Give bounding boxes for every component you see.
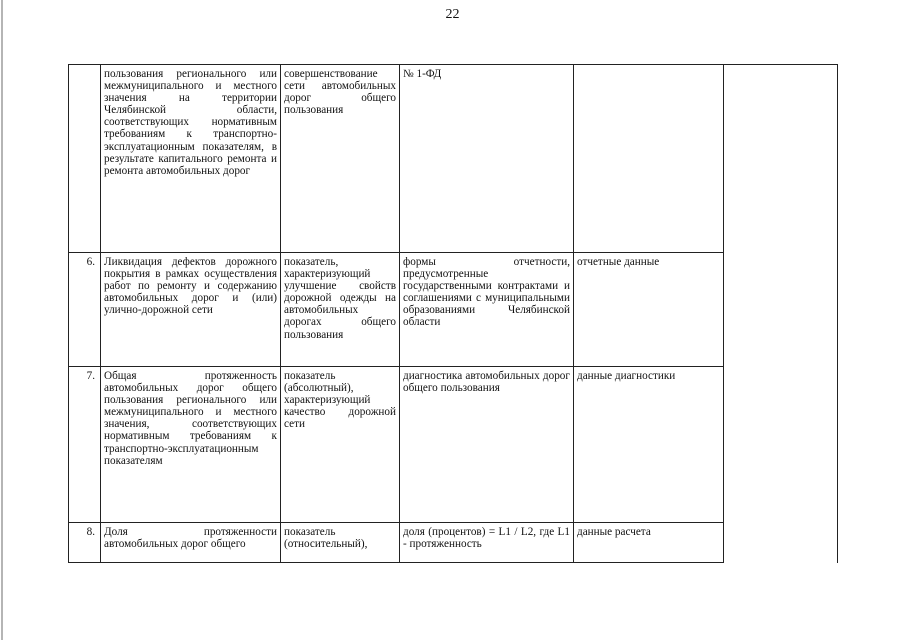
table-row [69,253,838,367]
data-source [574,65,724,253]
data-source: данные диагностики [574,367,724,523]
empty-column [724,65,838,563]
indicators-table [68,64,838,563]
data-source: данные расчета [574,523,724,563]
indicator-description: показатель (относительный), [281,523,400,563]
indicator-name: Доля протяженности автомобильных дорог общего [101,523,281,563]
row-number: 8. [69,523,101,563]
calculation-method: доля (процентов) = L1 / L2, где L1 - протяженность [400,523,574,563]
page-number: 22 [445,7,460,22]
data-source: отчетные данные [574,253,724,367]
indicator-name: Общая протяженность автомобильных дорог общего пользования регионального или межмуниципального и местного значения, соответствующих нормативным требованиям к транспортно-эксплуатационным показателям [101,367,281,523]
calculation-method: диагностика автомобильных дорог общего пользования [400,367,574,523]
row-number [69,65,101,253]
table-row [69,523,838,563]
indicator-name: Ликвидация дефектов дорожного покрытия в рамках осуществления работ по ремонту и содержанию автомобильных дорог и (или) улично-дорожной сети [101,253,281,367]
indicator-description: совершенствование сети автомобильных дорог общего пользования [281,65,400,253]
row-number: 6. [69,253,101,367]
indicator-description: показатель (абсолютный), характеризующий качество дорожной сети [281,367,400,523]
table-row [69,65,838,253]
calculation-method: № 1-ФД [400,65,574,253]
calculation-method: формы отчетности, предусмотренные государственными контрактами и соглашениями с муниципальными образованиями Челябинской области [400,253,574,367]
row-number: 7. [69,367,101,523]
scan-left-edge [1,0,3,640]
indicator-description: показатель, характеризующий улучшение свойств дорожной одежды на автомобильных дорогах общего пользования [281,253,400,367]
indicator-name: пользования регионального или межмуниципального и местного значения на территории Челябинской области, соответствующих нормативным требованиям к транспортно-эксплуатационным показателям, в результате капитального ремонта и ремонта автомобильных дорог [101,65,281,253]
table-row [69,367,838,523]
